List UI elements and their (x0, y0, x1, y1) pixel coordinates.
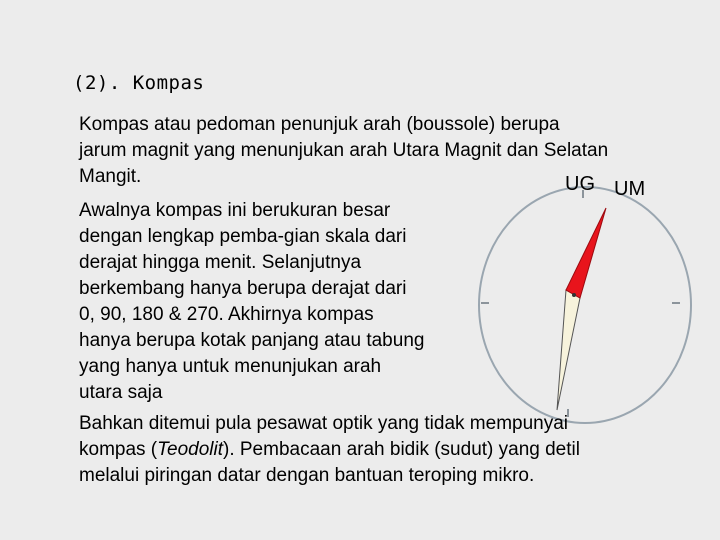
compass-needle-south (557, 290, 580, 410)
compass-ring (479, 187, 691, 423)
wrapped-line-3: derajat hingga menit. Selanjutnya (79, 252, 362, 273)
wrapped-line-2: dengan lengkap pemba-gian skala dari (79, 226, 407, 247)
intro-line-2: jarum magnit yang menunjukan arah Utara Magnit dan Selatan (79, 140, 609, 161)
compass-illustration (470, 170, 695, 430)
wrapped-line-8: utara saja (79, 382, 163, 403)
intro-line-3: Mangit. (79, 166, 142, 187)
slide-title: (2). Kompas (73, 72, 205, 94)
compass-needle-north (566, 208, 606, 298)
wrapped-line-5: 0, 90, 180 & 270. Akhirnya kompas (79, 304, 374, 325)
closing-line-2-italic: Teodolit (157, 439, 223, 460)
closing-line-2-post: ). Pembacaan arah bidik (sudut) yang detil (223, 439, 580, 460)
intro-line-1: Kompas atau pedoman penunjuk arah (boussole) berupa (79, 114, 560, 135)
closing-line-3: melalui piringan datar dengan bantuan teroping mikro. (79, 465, 535, 486)
label-ug: UG (565, 173, 595, 195)
wrapped-line-1: Awalnya kompas ini berukuran besar (79, 200, 391, 221)
closing-line-1: Bahkan ditemui pula pesawat optik yang tidak mempunyai (79, 413, 569, 434)
compass-pivot (572, 293, 576, 297)
label-um: UM (614, 178, 646, 200)
closing-line-2 (79, 437, 580, 463)
wrapped-line-4: berkembang hanya berupa derajat dari (79, 278, 407, 299)
wrapped-line-6: hanya berupa kotak panjang atau tabung (79, 330, 425, 351)
closing-line-2-pre: kompas ( (79, 439, 158, 460)
wrapped-line-7: yang hanya untuk menunjukan arah (79, 356, 382, 377)
